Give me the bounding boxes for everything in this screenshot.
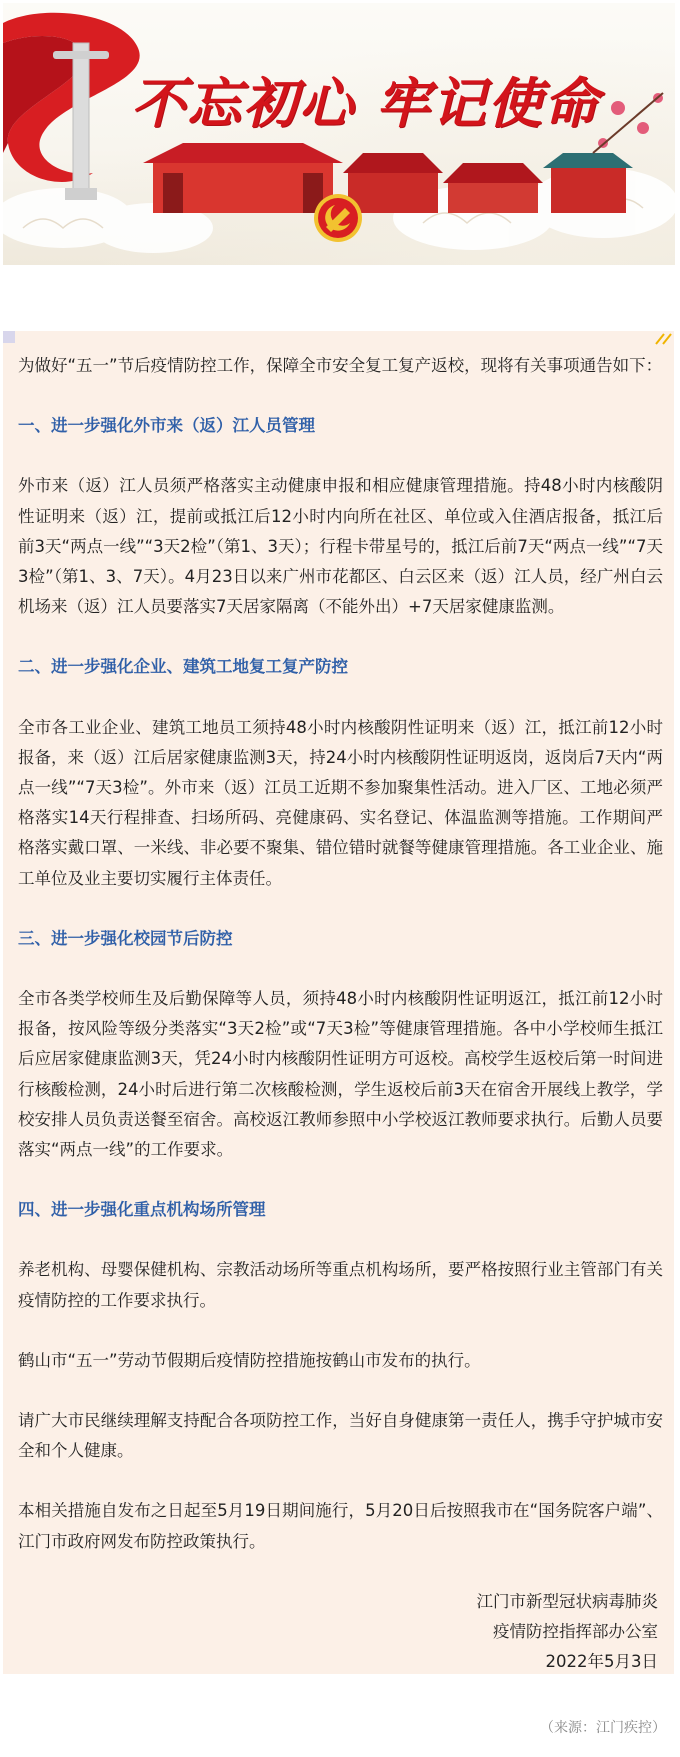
party-emblem-icon [314,194,362,242]
signature-date: 2022年5月3日 [545,1652,658,1672]
source-credit: （来源：江门疾控） [540,1720,666,1736]
note-validity: 本相关措施自发布之日起至5月19日期间施行，5月20日后按照我市在“国务院客户端”、江门市政府网发布防控政策执行。 [18,1501,663,1551]
article-card [3,331,674,1674]
section-heading-2: 二、进一步强化企业、建筑工地复工复产防控 [18,657,348,677]
section-body-4: 养老机构、母婴保健机构、宗教活动场所等重点机构场所，要严格按照行业主管部门有关疫情防控的工作要求执行。 [18,1260,663,1310]
banner-title: 不忘初心 牢记使命 [131,71,600,135]
building-silhouettes [143,143,633,213]
section-body-2: 全市各工业企业、建筑工地员工须持48小时内核酸阴性证明来（返）江，抵江前12小时报备，来（返）江后居家健康监测3天，持24小时内核酸阴性证明返岗，返岗后7天内“两点一线”“7天3检”。外市来（返）江员工近期不参加聚集性活动。进入厂区、工地必须严格落实14天行程排查、扫场所码、亮健康码、实名登记、体温监测等措施。工作期间严格落实戴口罩、一米线、非必要不聚集、错位错时就餐等健康管理措施。各工业企业、施工单位及业主要切实履行主体责任。 [18,717,663,888]
signature-line-2: 疫情防控指挥部办公室 [493,1622,658,1642]
section-heading-1: 一、进一步强化外市来（返）江人员管理 [18,416,315,436]
note-heshan: 鹤山市“五一”劳动节假期后疫情防控措施按鹤山市发布的执行。 [18,1350,481,1370]
note-citizens: 请广大市民继续理解支持配合各项防控工作，当好自身健康第一责任人，携手守护城市安全和个人健康。 [18,1411,663,1461]
section-heading-4: 四、进一步强化重点机构场所管理 [18,1200,266,1220]
intro-paragraph: 为做好“五一”节后疫情防控工作，保障全市安全复工复产返校，现将有关事项通告如下： [18,356,663,375]
signature-line-1: 江门市新型冠状病毒肺炎 [476,1591,658,1611]
section-body-3: 全市各类学校师生及后勤保障等人员，须持48小时内核酸阴性证明返江，抵江前12小时报备，按风险等级分类落实“3天2检”或“7天3检”等健康管理措施。各中小学校师生抵江后应居家健康监测3天，凭24小时内核酸阴性证明方可返校。高校学生返校后第一时间进行核酸检测，24小时后进行第二次核酸检测，学生返校后前3天在宿舍开展线上教学，学校安排人员负责送餐至宿舍。高校返江教师参照中小学校返江教师要求执行。后勤人员要落实“两点一线”的工作要求。 [18,989,663,1160]
section-body-1: 外市来（返）江人员须严格落实主动健康申报和相应健康管理措施。持48小时内核酸阴性证明来（返）江，提前或抵江后12小时内向所在社区、单位或入住酒店报备，抵江后前3天“两点一线”“3天2检”（第1、3天）；行程卡带星号的，抵江后前7天“两点一线”“7天3检”（第1、3、7天）。4月23日以来广州市花都区、白云区来（返）江人员，经广州白云机场来（返）江人员要落实7天居家隔离（不能外出）+7天居家健康监测。 [18,476,663,617]
header-banner [3,3,675,265]
article-content [18,351,663,1678]
corner-lines-icon [654,331,674,345]
corner-decoration [3,331,15,343]
section-heading-3: 三、进一步强化校园节后防控 [18,928,233,948]
